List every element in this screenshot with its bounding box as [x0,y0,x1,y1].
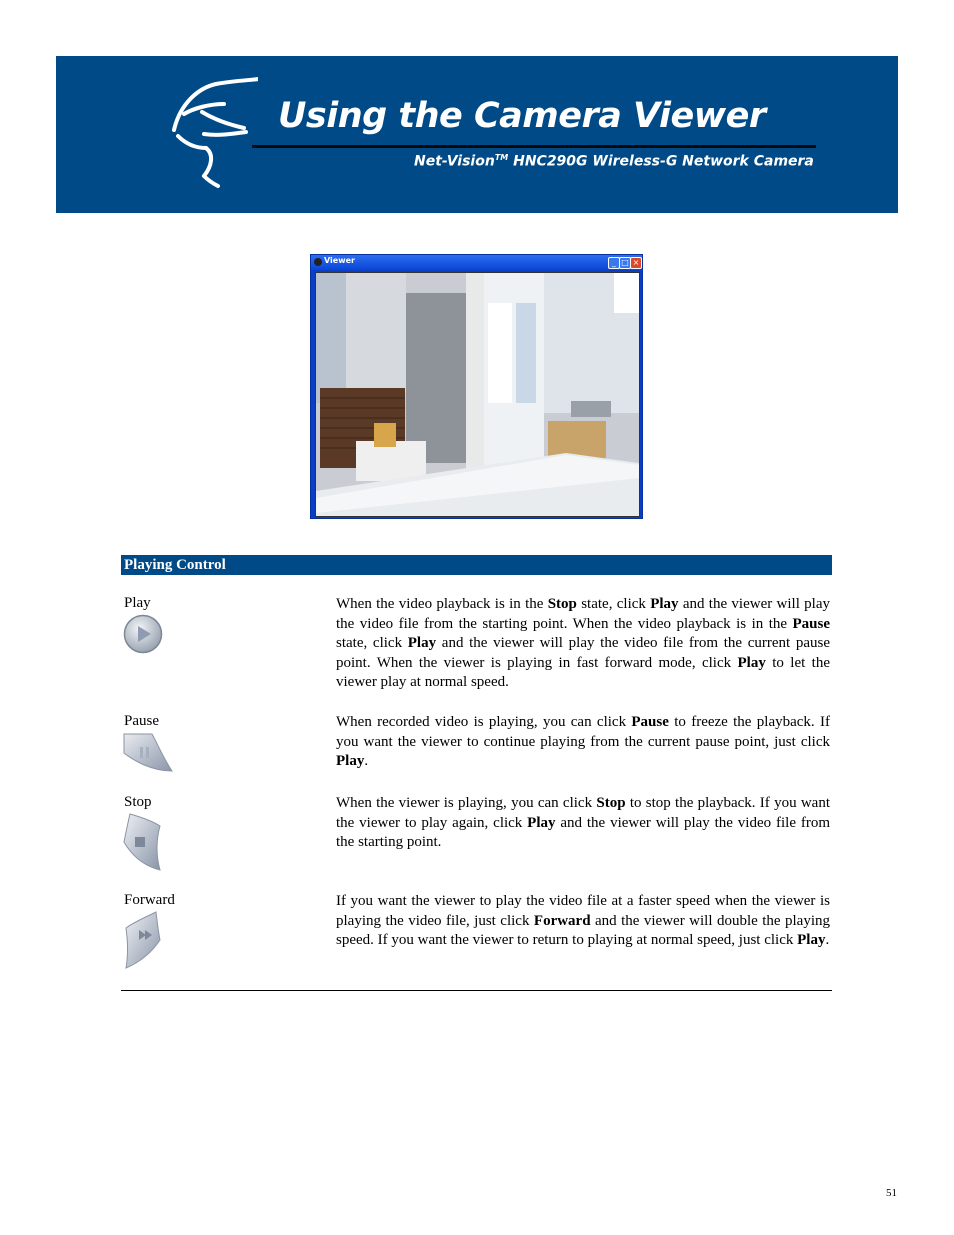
play-icon[interactable] [123,614,163,654]
bold-term: Pause [631,714,669,730]
control-description-play: When the video playback is in the Stop state, click Play and the viewer will play the video file from the starting point. When the video playback is in the Pause state, click Play and the viewer will play the video file from the current pause point. When the viewer is playing in fast forward mode, click Play to let the viewer play at normal speed. [336,596,831,691]
pause-icon[interactable] [122,731,174,775]
control-label-pause: Pause [124,713,159,729]
eagle-logo-icon [168,74,258,190]
viewer-titlebar [311,255,642,270]
office-scene-illustration [316,273,639,516]
bold-term: Stop [596,795,626,811]
header-banner [56,56,898,213]
title-rule [252,145,816,148]
bold-term: Play [797,932,826,949]
bold-term: Play [527,814,556,831]
page-title: Using the Camera Viewer [278,96,766,136]
control-description-forward: If you want the viewer to play the video file at a faster speed when the viewer is playing the video file, just click Forward and the viewer will double the playing speed. If you want the viewer to return to playing at normal speed, just click Play. [336,893,830,949]
subtitle-product: Net-Vision [414,153,495,170]
section-header: Playing Control [121,555,832,575]
bold-term: Play [737,654,766,671]
control-label-play: Play [124,595,151,611]
viewer-window [310,254,643,519]
fast-forward-icon[interactable] [122,910,162,970]
stop-icon[interactable] [122,812,162,874]
control-description-pause: When recorded video is playing, you can click Pause to freeze the playback. If you want the viewer to continue playing from the current pause point, just click Play. [336,714,830,770]
control-label-stop: Stop [124,794,152,810]
maximize-button[interactable]: □ [619,257,631,269]
camera-app-icon [314,258,322,266]
bold-term: Play [336,753,365,770]
trademark: TM [494,153,509,162]
viewer-title: Viewer [324,256,355,265]
control-label-forward: Forward [124,892,175,908]
section-bottom-rule [121,990,832,991]
bold-term: Play [650,596,679,612]
page-subtitle [414,153,814,170]
control-description-stop: When the viewer is playing, you can click Stop to stop the playback. If you want the viewer to play again, click Play and the viewer will play the video file from the starting point. [336,795,830,851]
bold-term: Stop [547,596,577,612]
close-button[interactable]: × [630,257,642,269]
page-number: 51 [886,1187,897,1199]
subtitle-rest: HNC290G Wireless-G Network Camera [508,153,814,170]
camera-feed-image [315,272,640,517]
bold-term: Pause [792,615,830,632]
bold-term: Forward [533,912,591,929]
minimize-button[interactable]: _ [608,257,620,269]
bold-term: Play [407,635,437,652]
